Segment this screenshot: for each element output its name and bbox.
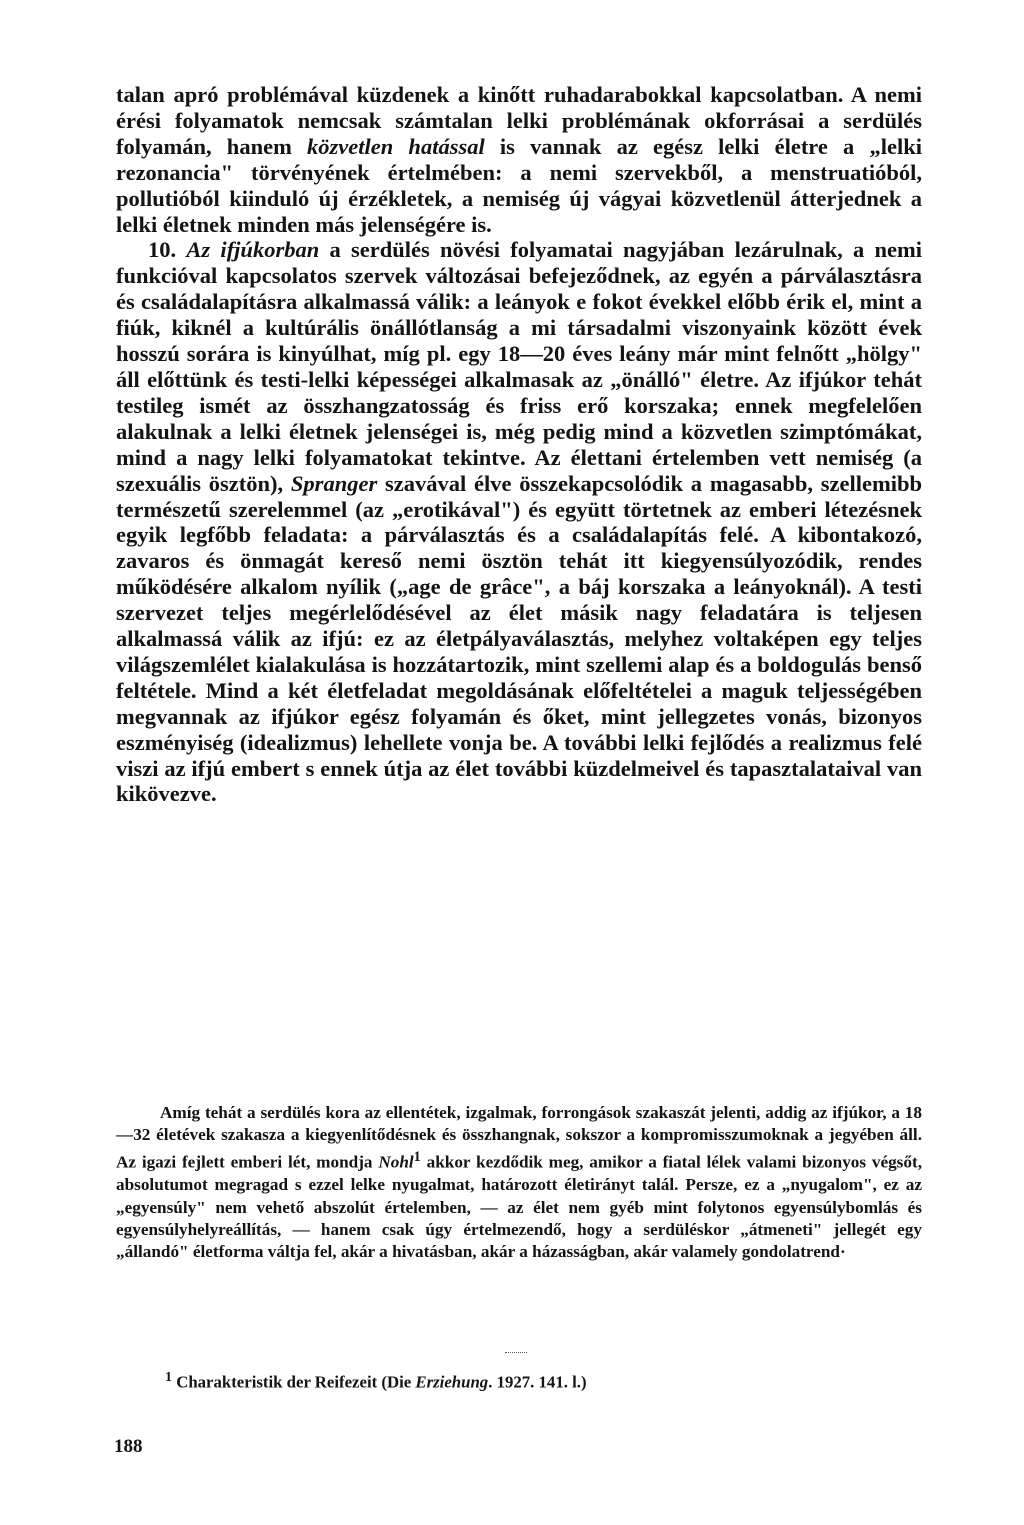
emphasis-text: Az ifjúkorban [186,237,320,263]
paragraph-text: talan apró problémával küzdenek a kinőtt ruhadarabokkal kapcsolatban. A nemi érési folyamatok nemcsak számtalan lelki problémának okforrásai a serdülés folyamán, hanem [116,82,922,159]
paragraph-9-continuation [116,82,922,237]
footnote-reference: 1 [413,1149,421,1166]
paragraph-number: 10. [148,237,187,263]
footnote-text: . 1927. 141. l.) [488,1372,587,1392]
small-print-passage [116,1102,922,1263]
footnote-title: Erziehung [415,1372,489,1392]
page-number: 188 [114,1436,143,1457]
footnote-divider [505,1352,527,1353]
author-name: Nohl [378,1153,414,1173]
paragraph-text: a serdülés növési folyamatai nagyjában lezárulnak, a nemi funkcióval kapcsolatos szervek változásai befejeződnek, az egyén a párválasztásra és családalapításra alkalmassá válik: a leányok e fokot évekkel előbb érik el, mint a fiúk, kiknél a kultúrális önállótlanság a mi társadalmi viszonyaink között évek hosszú sorára is kinyúlhat, míg pl. egy 18—20 éves leány már mint felnőtt „hölgy" áll előttünk és testi-lelki képességei alkalmasak az „önálló" életre. Az ifjúkor tehát testileg ismét az összhangzatosság és friss erő korszaka; ennek megfelelően alakulnak a lelki életnek jelenségei is, még pedig mind a közvetlen szimptómákat, mind a nagy lelki folyamatokat tekintve. Az élettani értelemben vett nemiség (a szexuális ösztön), [116,237,922,496]
paragraph-text: is vannak az egész lelki életre a „lelki rezonancia" törvényének értelmében: a nemi szervekből, a menstruatióból, pollutióból kiinduló új érzékletek, a nemiség új vágyai közvetlenül átterjednek a lelki életnek minden más jelenségére is. [116,133,922,237]
emphasis-text: közvetlen hatással [307,133,485,159]
paragraph-text: Amíg tehát a serdülés kora az ellentétek, izgalmak, forrongások szakaszát jelenti, addig az ifjúkor, a 18—32 életévek szakasza a kiegyenlítődésnek és összhangnak, sokszor a kompromisszumoknak a jegyében áll. Az igazi fejlett emberi lét, mondja [116,1103,922,1173]
footnote [165,1370,587,1393]
author-name: Spranger [290,470,378,496]
footnote-text: Charakteristik der Reifezeit (Die [172,1372,416,1392]
main-text [116,82,922,807]
small-paragraph [116,1102,922,1263]
paragraph-text: szavával élve összekapcsolódik a magasabb, szellemibb természetű szerelemmel (az „erotikával") és együtt törtetnek az emberi létezésnek egyik legfőbb feladata: a párválasztás és a családalapítás felé. A kibontakozó, zavaros és önmagát kereső nemi ösztön tehát itt kiegyensúlyozódik, rendes működésére alkalom nyílik („age de grâce", a báj korszaka a leányoknál). A testi szervezet teljes megérlelődésével az élet másik nagy feladatára is teljesen alkalmassá válik az ifjú: ez az életpályaválasztás, melyhez voltaképen egy teljes világszemlélet kialakulása is hozzátartozik, mint szellemi alap és a boldogulás benső feltétele. Mind a két életfeladat megoldásának előfeltételei a maguk teljességében megvannak az ifjúkor egész folyamán és őket, mint jellegzetes vonás, bizonyos eszményiség (idealizmus) lehellete vonja be. A további lelki fejlődés a realizmus felé viszi az ifjú embert s ennek útja az élet további küzdelmeivel és tapasztalataival van kikövezve. [116,470,922,807]
paragraph-text: akkor kezdődik meg, amikor a fiatal lélek valami bizonyos végsőt, absolutumot megragad s ezzel lelke nyugalmat, határozott életirányt talál. Persze, ez a „nyugalom", ez az „egyensúly" nem vehető abszolút értelemben, — az élet nem gyéb mint folytonos egyensúlybomlás és egyensúlyhelyreállítás, — hanem csak úgy értelmezendő, hogy a serdüléskor „átmeneti" jellegét egy „állandó" életforma váltja fel, akár a hivatásban, akár a házasságban, akár valamely gondolatrend· [116,1153,922,1261]
footnote-marker: 1 [165,1370,172,1385]
paragraph-10 [116,237,922,807]
